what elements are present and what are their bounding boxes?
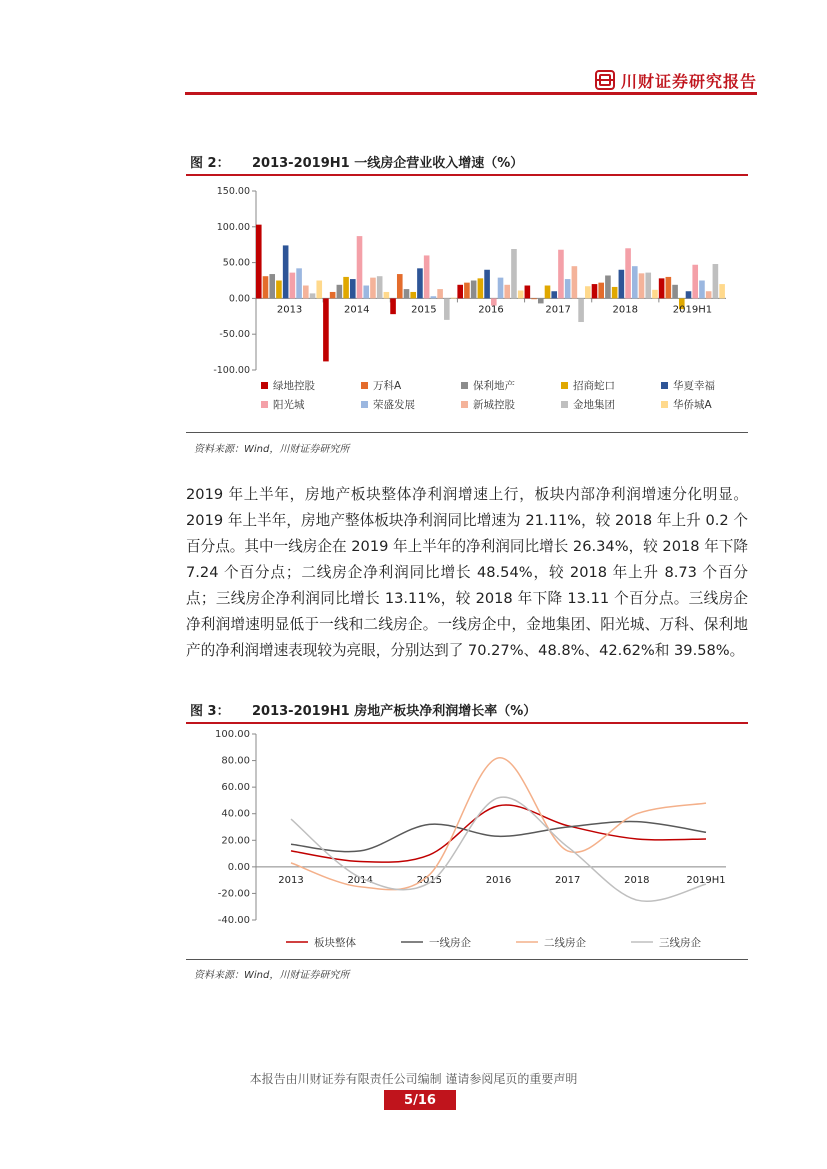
bar — [625, 248, 631, 298]
legend-label: 荣盛发展 — [373, 399, 415, 411]
figure3-bottom-rule — [186, 959, 748, 960]
footer-disclaimer: 本报告由川财证券有限责任公司编制 谨请参阅尾页的重要声明 — [249, 1072, 578, 1086]
x-tick-label: 2019H1 — [672, 304, 713, 316]
legend-swatch — [661, 382, 668, 389]
x-tick-label: 2018 — [624, 874, 650, 886]
bar — [558, 250, 564, 299]
bar — [545, 286, 551, 299]
bar — [585, 286, 591, 298]
bar — [719, 284, 725, 298]
bar — [511, 249, 517, 298]
legend-label: 华夏幸福 — [673, 380, 715, 392]
legend-swatch — [261, 401, 268, 408]
legend-label: 一线房企 — [429, 937, 471, 949]
bar — [337, 285, 343, 299]
bar — [666, 277, 672, 298]
bar — [639, 273, 645, 298]
bar — [592, 284, 598, 298]
bar — [431, 296, 437, 298]
legend-swatch — [361, 401, 368, 408]
legend-swatch — [361, 382, 368, 389]
legend-label: 二线房企 — [544, 937, 586, 949]
bar — [310, 293, 316, 298]
figure2-title: 2013-2019H1 一线房企营业收入增速（%） — [252, 155, 524, 171]
bar — [363, 286, 369, 299]
y-tick-label: 150.00 — [216, 186, 250, 197]
bar — [686, 291, 692, 298]
figure3-line-chart — [186, 724, 748, 956]
bar — [444, 298, 450, 319]
bar — [269, 274, 275, 298]
bar — [410, 292, 416, 298]
x-tick-label: 2016 — [478, 304, 504, 316]
x-tick-label: 2015 — [416, 874, 443, 886]
bar — [652, 290, 658, 299]
bar — [316, 281, 322, 299]
figure2-bottom-rule — [186, 432, 748, 433]
figure3-label: 图 3： — [190, 703, 230, 719]
legend-label: 金地集团 — [573, 399, 615, 411]
bar — [538, 298, 544, 303]
legend-swatch — [461, 382, 468, 389]
bar — [276, 281, 282, 299]
y-tick-label: -40.00 — [217, 915, 250, 926]
bar — [518, 291, 524, 299]
x-tick-label: 2014 — [347, 874, 373, 886]
bar — [619, 270, 625, 299]
bar — [303, 286, 309, 299]
bar — [504, 285, 510, 299]
legend-label: 三线房企 — [659, 937, 701, 949]
bar — [471, 281, 477, 299]
series-line — [291, 758, 706, 890]
x-tick-label: 2019H1 — [686, 874, 726, 886]
header-brand — [595, 68, 757, 92]
bar — [330, 292, 336, 298]
page-number: 5/16 — [384, 1090, 456, 1110]
bar — [632, 266, 638, 298]
header-rule — [185, 92, 757, 95]
series-line — [291, 805, 706, 862]
bar — [457, 285, 463, 299]
company-logo-icon — [595, 70, 615, 90]
legend-swatch — [461, 401, 468, 408]
legend-label: 绿地控股 — [273, 380, 315, 392]
bar — [323, 298, 329, 361]
x-tick-label: 2017 — [545, 304, 571, 316]
bar — [531, 298, 537, 299]
bar — [612, 287, 618, 298]
bar — [713, 264, 719, 298]
bar — [290, 273, 296, 299]
bar — [605, 275, 611, 298]
body-paragraph-block — [186, 482, 748, 664]
legend-swatch — [561, 401, 568, 408]
y-tick-label: 40.00 — [221, 808, 250, 820]
y-tick-label: 20.00 — [221, 835, 250, 847]
bar — [525, 286, 531, 299]
y-tick-label: 60.00 — [221, 782, 250, 794]
bar — [437, 289, 443, 298]
bar — [370, 278, 376, 299]
bar — [377, 276, 383, 298]
x-tick-label: 2015 — [411, 304, 437, 316]
bar — [283, 245, 289, 298]
x-tick-label: 2013 — [278, 874, 304, 886]
bar — [256, 225, 262, 299]
legend-label: 华侨城A — [673, 399, 712, 411]
legend-label: 招商蛇口 — [573, 380, 615, 392]
bar — [572, 266, 578, 298]
bar — [478, 278, 484, 298]
x-tick-label: 2013 — [276, 304, 303, 316]
y-tick-label: -50.00 — [219, 329, 250, 341]
legend-label: 阳光城 — [273, 399, 305, 411]
bar — [343, 277, 349, 298]
bar — [357, 236, 363, 298]
bar — [451, 298, 457, 299]
bar — [484, 270, 490, 299]
bar — [551, 291, 557, 298]
bar — [350, 279, 356, 298]
figure2-label: 图 2： — [190, 155, 230, 171]
bar — [296, 268, 302, 298]
figure2-bar-chart — [186, 176, 748, 428]
legend-swatch — [661, 401, 668, 408]
y-tick-label: 50.00 — [222, 257, 250, 269]
x-tick-label: 2014 — [343, 304, 370, 316]
bar — [578, 298, 584, 322]
y-tick-label: 80.00 — [221, 755, 250, 767]
body-paragraph: 2019 年上半年，房地产板块整体净利润增速上行，板块内部净利润增速分化明显。2019 年上半年，房地产整体板块净利润同比增速为 21.11%，较 2018 年上升 0.2 个百分点。其中一线房企在 2019 年上半年的净利润同比增长 26.34%，较 2018 年下降 7.24 个百分点；二线房企净利润同比增长 48.54%，较 2018 年上升 8.73 个百分点；三线房企净利润同比增长 13.11%，较 2018 年下降 13.11 个百分点。三线房企净利润增速明显低于一线和二线房企。一线房企中，金地集团、阳光城、万科、保利地产的净利润增速表现较为亮眼，分别达到了 70.27%、48.8%、42.62%和 39.58%。 — [186, 486, 748, 659]
legend-label: 板块整体 — [314, 937, 356, 949]
figure3-title: 2013-2019H1 房地产板块净利润增长率（%） — [252, 703, 537, 719]
bar — [645, 273, 651, 299]
legend-swatch — [561, 382, 568, 389]
bar — [390, 298, 396, 314]
bar — [397, 274, 403, 298]
figure2-title-bar — [186, 148, 748, 176]
y-tick-label: 100.00 — [215, 729, 250, 740]
bar — [498, 278, 504, 299]
x-tick-label: 2018 — [612, 304, 639, 316]
legend-swatch — [261, 382, 268, 389]
bar — [565, 279, 571, 298]
bar — [699, 281, 705, 299]
bar — [384, 292, 390, 298]
figure3-title-bar — [186, 696, 748, 724]
y-tick-label: -100.00 — [213, 365, 250, 376]
legend-label: 保利地产 — [473, 380, 515, 392]
bar — [672, 285, 678, 299]
figure2-source: 资料来源：Wind，川财证券研究所 — [194, 444, 350, 455]
header-title: 川财证券研究报告 — [620, 71, 757, 91]
y-tick-label: -20.00 — [217, 888, 250, 900]
y-tick-label: 100.00 — [216, 221, 250, 233]
bar — [598, 283, 604, 299]
figure3-source: 资料来源：Wind，川财证券研究所 — [194, 970, 350, 981]
bar — [404, 289, 410, 298]
x-tick-label: 2017 — [554, 874, 581, 886]
bar — [706, 291, 712, 298]
legend-label: 万科A — [373, 380, 402, 392]
bar — [692, 265, 698, 299]
bar — [424, 255, 430, 298]
y-tick-label: 0.00 — [228, 293, 250, 305]
x-tick-label: 2016 — [485, 874, 512, 886]
series-line — [291, 822, 706, 852]
legend-label: 新城控股 — [473, 399, 515, 411]
bar — [659, 278, 665, 298]
bar — [417, 268, 423, 298]
y-tick-label: 0.00 — [227, 861, 250, 873]
bar — [263, 276, 269, 298]
bar — [464, 283, 470, 299]
